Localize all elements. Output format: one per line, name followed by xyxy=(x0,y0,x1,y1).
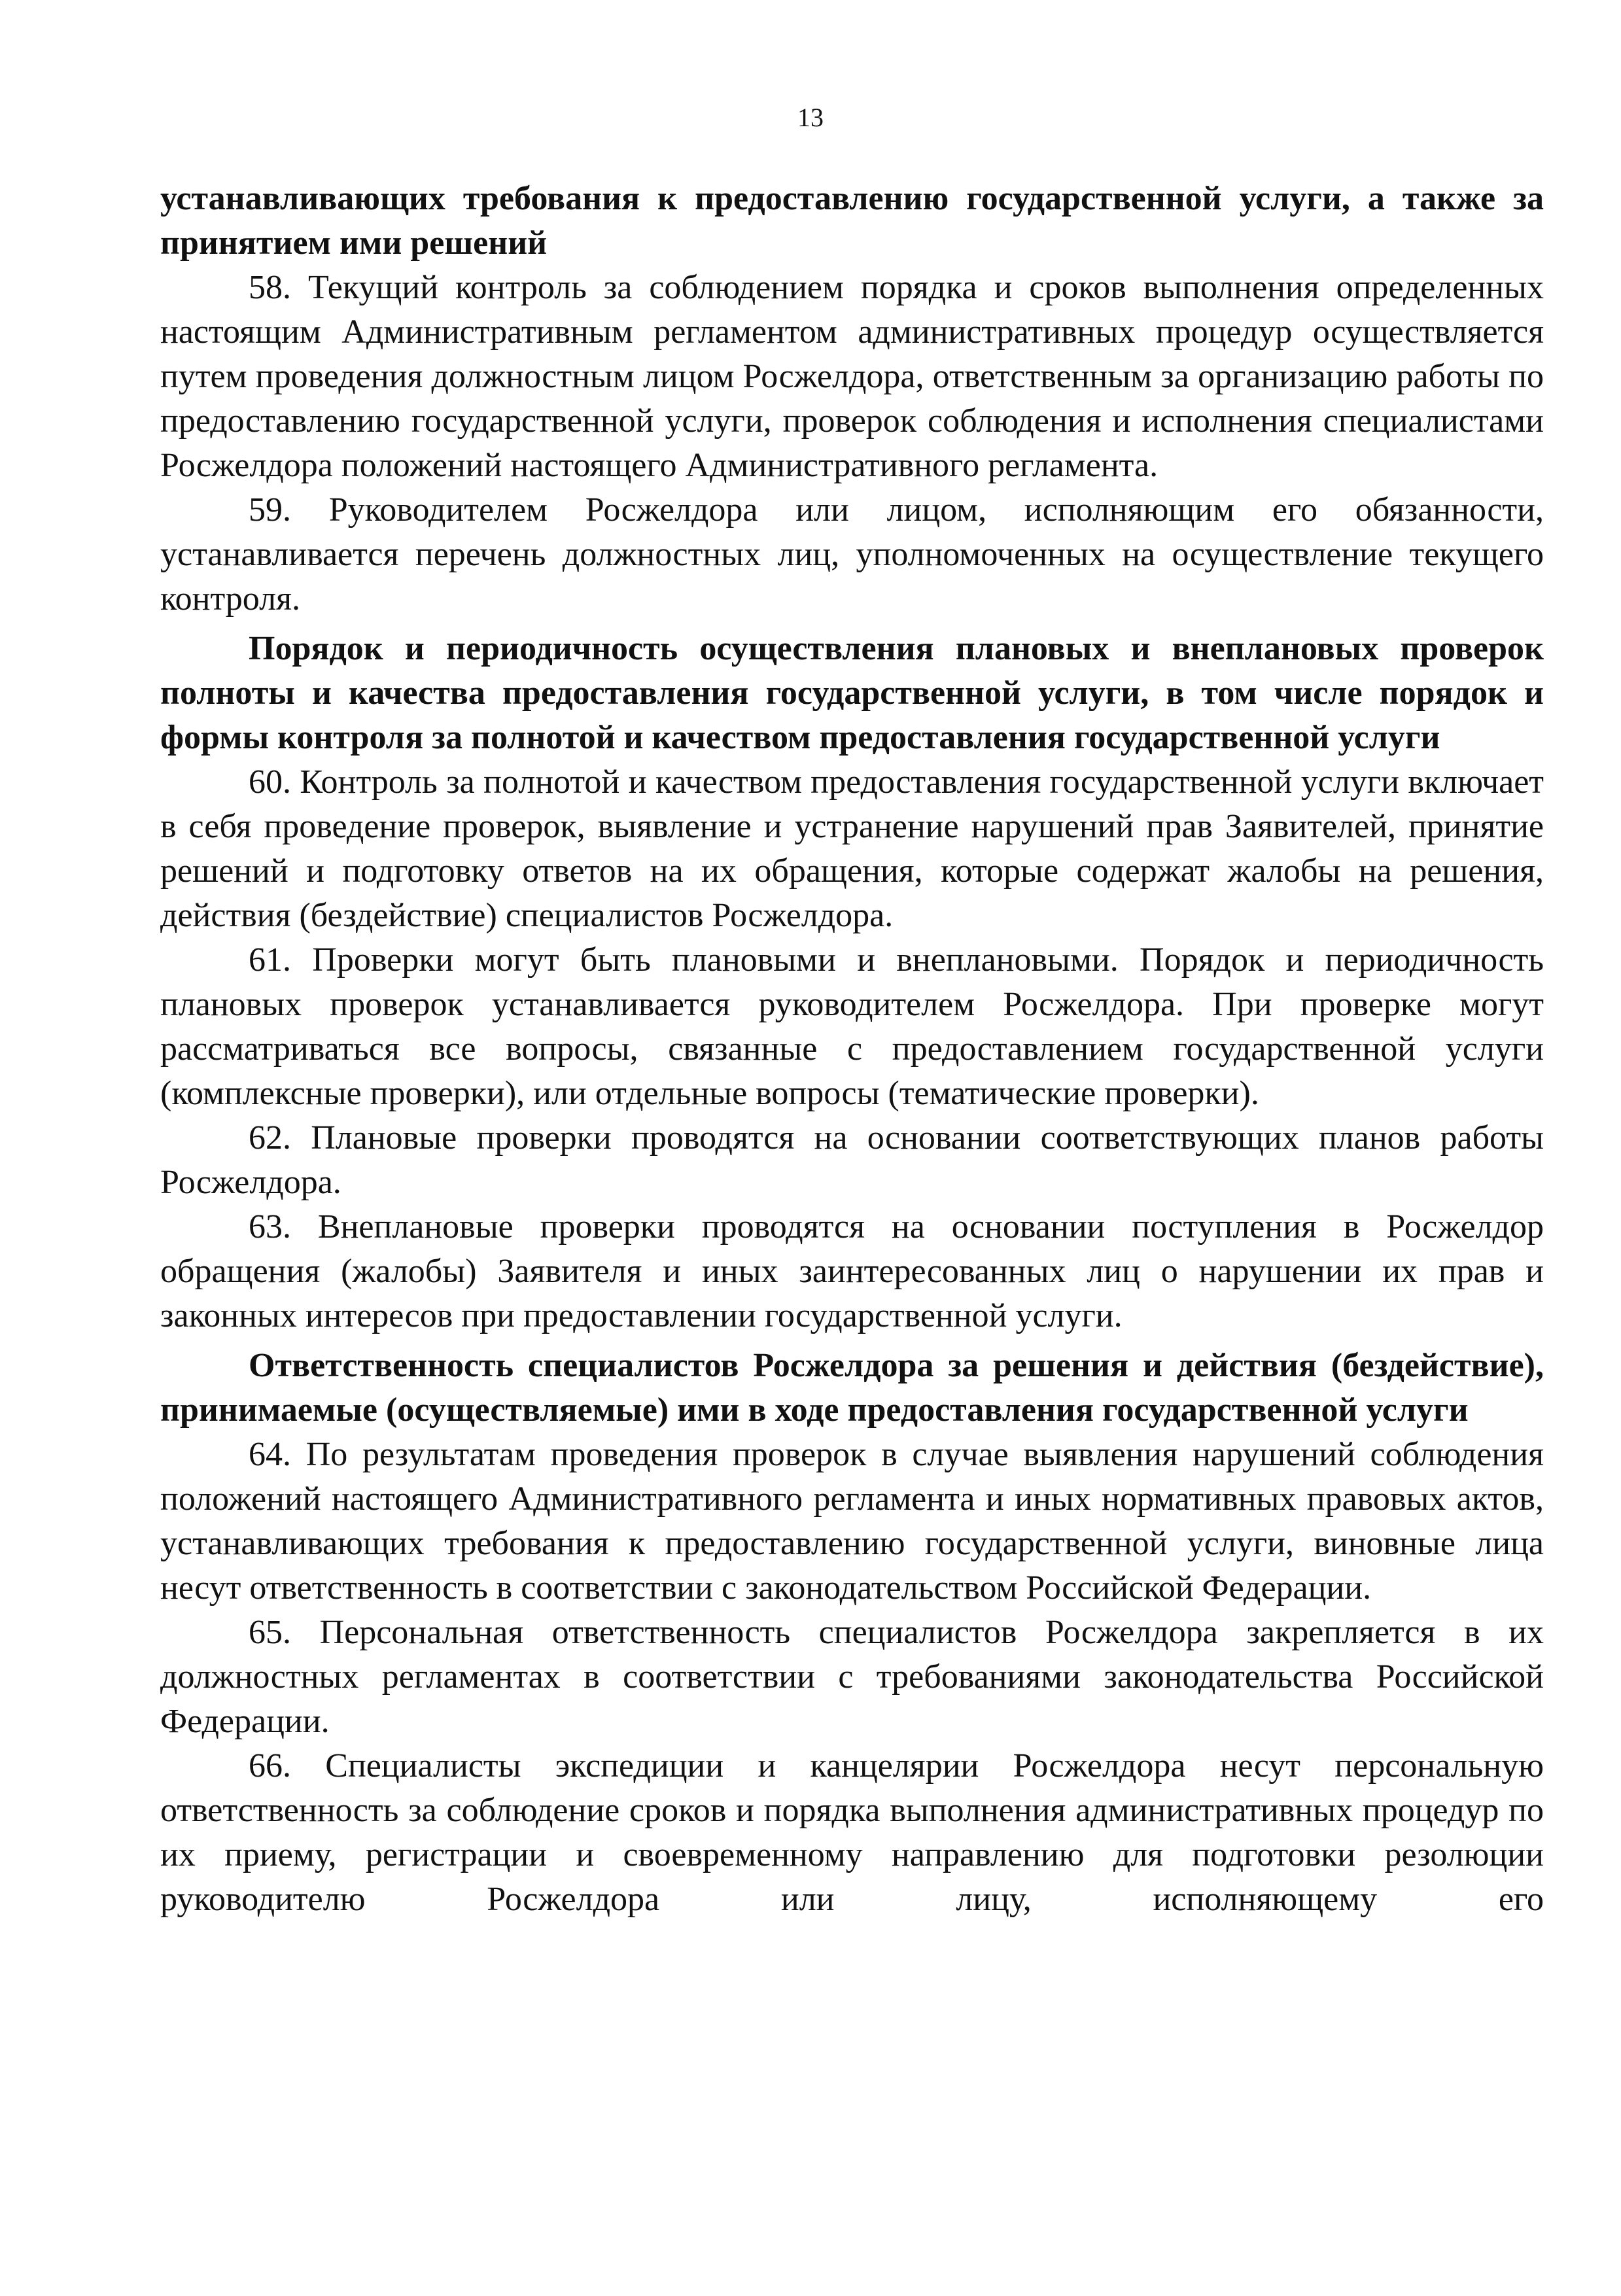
paragraph-59: 59. Руководителем Росжелдора или лицом, исполняющим его обязанности, устанавливается перечень должностных лиц, уполномоченных на осуществление текущего контроля. xyxy=(160,491,1544,617)
paragraph-63: 63. Внеплановые проверки проводятся на основании поступления в Росжелдор обращения (жалобы) Заявителя и иных заинтересованных лиц о нарушении их прав и законных интересов при предоставлении государственной услуги. xyxy=(160,1208,1544,1334)
document-body xyxy=(160,177,1544,1922)
section-heading-inspections: Порядок и периодичность осуществления плановых и внеплановых проверок полноты и качества предоставления государственной услуги, в том числе порядок и формы контроля за полнотой и качеством предоставления государственной услуги xyxy=(160,630,1544,756)
paragraph-64: 64. По результатам проведения проверок в случае выявления нарушений соблюдения положений настоящего Административного регламента и иных нормативных правовых актов, устанавливающих требования к предоставлению государственной услуги, виновные лица несут ответственность в соответствии с законодательством Российской Федерации. xyxy=(160,1436,1544,1607)
paragraph-65: 65. Персональная ответственность специалистов Росжелдора закрепляется в их должностных регламентах в соответствии с требованиями законодательства Российской Федерации. xyxy=(160,1614,1544,1740)
paragraph-61: 61. Проверки могут быть плановыми и внеплановыми. Порядок и периодичность плановых проверок устанавливается руководителем Росжелдора. При проверке могут рассматриваться все вопросы, связанные с предоставлением государственной услуги (комплексные проверки), или отдельные вопросы (тематические проверки). xyxy=(160,941,1544,1112)
section-heading-continuation: устанавливающих требования к предоставлению государственной услуги, а также за принятием ими решений xyxy=(160,180,1544,262)
paragraph-60: 60. Контроль за полнотой и качеством предоставления государственной услуги включает в себя проведение проверок, выявление и устранение нарушений прав Заявителей, принятие решений и подготовку ответов на их обращения, которые содержат жалобы на решения, действия (бездействие) специалистов Росжелдора. xyxy=(160,763,1544,934)
paragraph-66: 66. Специалисты экспедиции и канцелярии Росжелдора несут персональную ответственность за соблюдение сроков и порядка выполнения административных процедур по их приему, регистрации и своевременному направлению для подготовки резолюции руководителю Росжелдора или лицу, исполняющему его xyxy=(160,1747,1544,1918)
section-heading-responsibility: Ответственность специалистов Росжелдора за решения и действия (бездействие), принимаемые (осуществляемые) ими в ходе предоставления государственной услуги xyxy=(160,1347,1544,1429)
paragraph-58: 58. Текущий контроль за соблюдением порядка и сроков выполнения определенных настоящим Административным регламентом административных процедур осуществляется путем проведения должностным лицом Росжелдора, ответственным за организацию работы по предоставлению государственной услуги, проверок соблюдения и исполнения специалистами Росжелдора положений настоящего Административного регламента. xyxy=(160,269,1544,484)
paragraph-62: 62. Плановые проверки проводятся на основании соответствующих планов работы Росжелдора. xyxy=(160,1119,1544,1201)
page-number: 13 xyxy=(797,103,824,132)
